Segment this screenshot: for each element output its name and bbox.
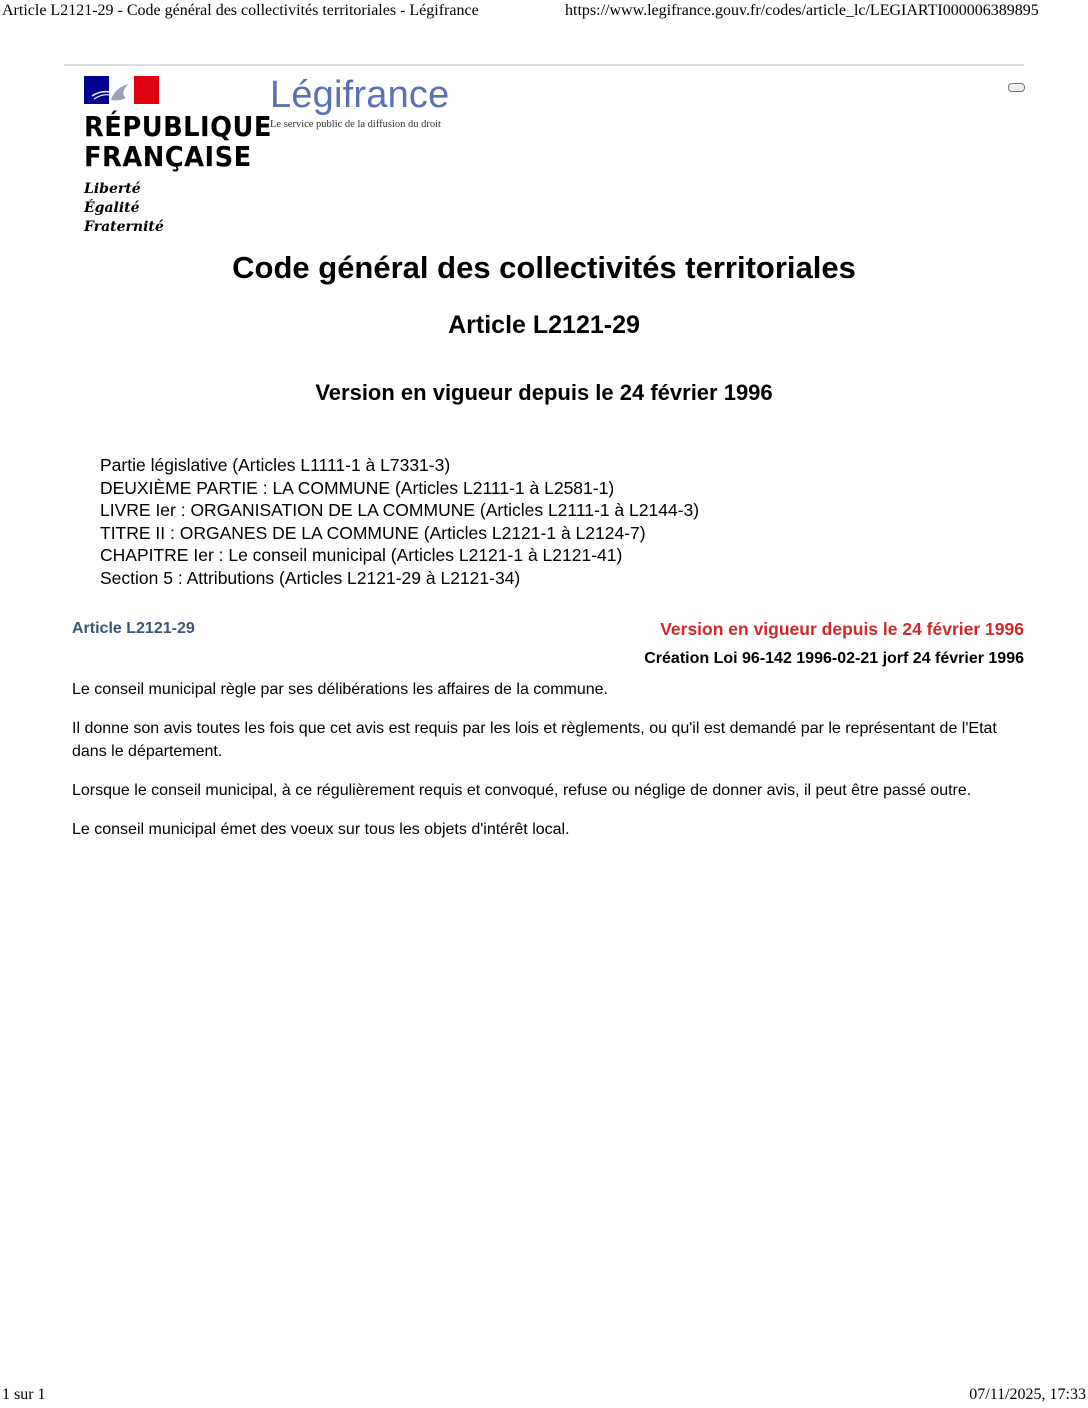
header-divider	[64, 64, 1024, 66]
article-paragraph: Le conseil municipal émet des voeux sur tous les objets d'intérêt local.	[72, 821, 570, 838]
article-paragraph: Il donne son avis toutes les fois que cet avis est requis par les lois et règlements, ou qu'il est demandé par le représentant de l'Etat dans le département.	[72, 720, 997, 760]
article-body	[72, 678, 1022, 857]
code-title: Code général des collectivités territoriales	[232, 250, 856, 285]
article-hierarchy	[100, 454, 699, 589]
print-header-url: https://www.legifrance.gouv.fr/codes/article_lc/LEGIARTI000006389895	[565, 2, 1039, 19]
article-version-badge: Version en vigueur depuis le 24 février 1996	[660, 619, 1024, 639]
print-datetime: 07/11/2025, 17:33	[969, 1386, 1086, 1403]
marianne-flag-icon	[84, 76, 159, 104]
legifrance-tagline: Le service public de la diffusion du droit	[270, 119, 441, 130]
print-header-title: Article L2121-29 - Code général des collectivités territoriales - Légifrance	[2, 2, 479, 19]
article-label: Article L2121-29	[72, 620, 195, 637]
print-header	[2, 2, 1088, 22]
legifrance-logo[interactable]	[270, 74, 449, 130]
hierarchy-link-section[interactable]: Section 5 : Attributions (Articles L2121-29 à L2121-34)	[100, 567, 521, 588]
motto-fraternite: Fraternité	[84, 219, 164, 235]
republique-francaise-logo[interactable]	[84, 76, 284, 237]
hierarchy-link-chapitre[interactable]: CHAPITRE Ier : Le conseil municipal (Articles L2121-1 à L2121-41)	[100, 545, 623, 565]
hierarchy-link-titre[interactable]: TITRE II : ORGANES DE LA COMMUNE (Articles L2121-1 à L2124-7)	[100, 522, 646, 543]
menu-toggle-button[interactable]	[1008, 83, 1025, 92]
motto-egalite: Égalité	[84, 200, 140, 216]
page-count: 1 sur 1	[2, 1386, 46, 1403]
article-creation-link[interactable]: Création Loi 96-142 1996-02-21 jorf 24 février 1996	[644, 650, 1024, 667]
francaise-text: FRANÇAISE	[84, 140, 252, 173]
article-title: Article L2121-29	[448, 311, 640, 339]
article-paragraph: Le conseil municipal règle par ses délibérations les affaires de la commune.	[72, 681, 608, 698]
version-title: Version en vigueur depuis le 24 février 1996	[315, 380, 773, 405]
article-paragraph: Lorsque le conseil municipal, à ce régulièrement requis et convoqué, refuse ou néglige de donner avis, il peut être passé outre.	[72, 782, 972, 799]
hierarchy-link-partie[interactable]: Partie législative (Articles L1111-1 à L7331-3)	[100, 455, 451, 475]
legifrance-name: Légifrance	[270, 74, 450, 116]
republique-francaise-name	[84, 110, 272, 173]
motto-liberte: Liberté	[84, 181, 141, 197]
print-footer	[2, 1386, 1086, 1406]
republique-text: RÉPUBLIQUE	[84, 110, 272, 143]
motto	[84, 180, 284, 237]
hierarchy-link-deuxieme-partie[interactable]: DEUXIÈME PARTIE : LA COMMUNE (Articles L2111-1 à L2581-1)	[100, 477, 615, 498]
hierarchy-link-livre[interactable]: LIVRE Ier : ORGANISATION DE LA COMMUNE (Articles L2111-1 à L2144-3)	[100, 500, 700, 520]
